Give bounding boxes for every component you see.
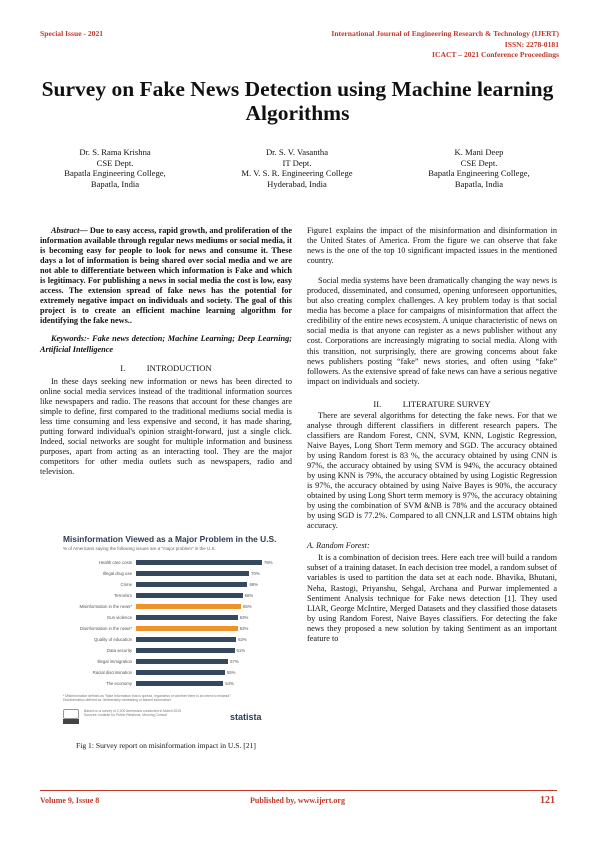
chart-category-label: The economy bbox=[105, 681, 132, 686]
chart-value-label: 63% bbox=[239, 626, 249, 631]
subsection-heading-random-forest: A. Random Forest: bbox=[307, 541, 370, 551]
section-heading-literature-survey: II. LITERATURE SURVEY bbox=[373, 398, 491, 409]
chart-bar bbox=[136, 670, 225, 675]
author-dept: CSE Dept. bbox=[96, 157, 134, 168]
chart-footnote bbox=[63, 694, 263, 702]
chart-category-label: Crime bbox=[120, 582, 132, 587]
creative-commons-icon bbox=[63, 709, 79, 719]
chart-value-label: 54% bbox=[225, 681, 234, 686]
statista-logo: statista bbox=[230, 712, 262, 722]
header-journal bbox=[331, 29, 559, 61]
footer-publisher: Published by, www.ijert.org bbox=[250, 796, 345, 805]
chart-bar bbox=[136, 560, 262, 565]
figure-explanation-paragraph: Figure1 explains the impact of the misinformation and disinformation in the United States of America. From the figure we can observe that fake news is the one of the top 10 significant impacted issues in the mentioned country. bbox=[307, 226, 557, 266]
chart-value-label: 61% bbox=[236, 648, 246, 653]
chart-bar bbox=[136, 615, 238, 620]
chart-value-label: 78% bbox=[264, 560, 273, 565]
footer-volume: Volume 9, Issue 8 bbox=[40, 796, 100, 805]
chart-bar bbox=[136, 571, 249, 576]
chart-source bbox=[84, 709, 224, 718]
keywords-text: Fake news detection; Machine Learning; Deep Learning; Artificial Intelligence bbox=[40, 334, 292, 354]
figure-chart bbox=[60, 532, 275, 732]
chart-source-survey: Based on a survey of 2,200 Americans conducted in March 2019. bbox=[84, 709, 183, 713]
chart-footnote-misinformation: * Misinformation defined as "false information that is spread, regardless of whether there is an intent to mislead". bbox=[63, 694, 232, 698]
chart-value-label: 65% bbox=[243, 604, 252, 609]
chart-bar bbox=[136, 582, 247, 587]
chart-value-label: 66% bbox=[244, 593, 254, 598]
chart-category-label: Terrorism bbox=[114, 593, 132, 598]
chart-value-label: 55% bbox=[226, 670, 236, 675]
chart-category-label: Quality of education bbox=[94, 637, 132, 642]
chart-bar bbox=[136, 626, 238, 631]
abstract-text: — Due to easy access, rapid growth, and proliferation of the information available through regular news mediums or social media, it is becoming easy for people to look for news and consume it. These days a lot of information is being shared over social media and we are not able to differentiate between which information is Fake and which is legitimacy. For publishing a news in social media the cost is low, easy access. The extension spread of fake news has the potential for extremely negative impact on individuals and society. The goal of this project is to create an efficient machine learning algorithm for identifying the fake news.. bbox=[40, 226, 292, 326]
chart-source-institutions: Sources: Institute for Public Relations, Morning Consult bbox=[84, 713, 167, 718]
author-location: Bapatla, India bbox=[90, 178, 140, 189]
chart-value-label: 70% bbox=[251, 571, 260, 576]
right-column bbox=[307, 226, 557, 644]
chart-category-label: Gun violence bbox=[106, 615, 132, 620]
statista-charts-badge bbox=[63, 719, 79, 724]
author-block-3 bbox=[404, 147, 554, 189]
chart-footnote-disinformation: Disinformation defined as "deliberately misleading or biased information" bbox=[63, 698, 172, 703]
chart-bar bbox=[136, 637, 236, 642]
chart-category-label: Racial discrimination bbox=[92, 670, 132, 675]
chart-subtitle: % of Americans saying the following issues are a "major problem" in the U.S. bbox=[63, 546, 216, 551]
left-column bbox=[40, 226, 292, 477]
section-heading-introduction: I. INTRODUCTION bbox=[120, 362, 212, 373]
abstract bbox=[40, 226, 292, 326]
chart-value-label: 63% bbox=[239, 615, 249, 620]
chart-category-label: Misinformation in the news* bbox=[79, 604, 132, 609]
chart-bar bbox=[136, 648, 235, 653]
abstract-label: Abstract bbox=[51, 226, 80, 235]
header-journal-name: International Journal of Engineering Research & Technology (IJERT) bbox=[331, 29, 559, 38]
chart-plot-area bbox=[60, 558, 275, 698]
author-dept: IT Dept. bbox=[282, 157, 312, 168]
chart-bar bbox=[136, 681, 223, 686]
author-block-2 bbox=[222, 147, 372, 189]
chart-bar bbox=[136, 659, 228, 664]
author-name: Dr. S. V. Vasantha bbox=[265, 147, 329, 157]
author-dept: CSE Dept. bbox=[460, 157, 498, 168]
chart-bar bbox=[136, 593, 243, 598]
figure-caption: Fig 1: Survey report on misinformation impact in U.S. [21] bbox=[76, 741, 256, 750]
random-forest-paragraph: It is a combination of decision trees. Here each tree will build a random subset of a training dataset. In each decision tree model, a random subset of variables is used to partition the data set at each node. Bhavika, Bhutani, Neha, Rastogi, Priyanshu, Sehgal, Archana and Purwar implemented a Sentiment Analysis technique for Fake news detection [1]. They used LIAR, George McIntire, Merged Datasets and they classified those datasets by using Random Forest, Naive Bayes classifiers. For detecting the fake news they proposed a new solution by taking Sentiment as an important feature to bbox=[307, 553, 557, 643]
author-institution: Bapatla Engineering College, bbox=[64, 168, 166, 179]
footer-rule bbox=[40, 790, 557, 791]
header-conference: ICACT – 2021 Conference Proceedings bbox=[432, 50, 559, 59]
chart-category-label: Illegal immigration bbox=[97, 659, 132, 664]
social-media-paragraph: Social media systems have been dramatically changing the way news is produced, disseminated, and consumed, opening unforeseen opportunities, but also creating complex challenges. A key problem today is that social media has become a place for campaigns of misinformation that affect the credibility of the entire news ecosystem. A unique characteristic of news on social media is that anyone can register as a news publisher without any cost. Corporations are increasingly migrating to social media. Along with this transition, not surprisingly, there are growing concerns about fake news publishers posting “fake” news stories, and often using “fake” followers. As the extensive spread of fake news can have a serious negative impact on individuals and society. bbox=[307, 276, 557, 386]
chart-category-label: Data security bbox=[106, 648, 132, 653]
literature-paragraph: There are several algorithms for detecting the fake news. For that we analyse through different classifiers in different research papers. The classifiers are Random Forest, CNN, SVM, KNN, Logistic Regression, Naive Bayes, Long Short Term memory and SGD. The accuracy obtained by using Random forest is 83 %, the accuracy obtained by using CNN is 97%, the accuracy obtained by using SVM is 94%, the accuracy obtained by using KNN is 79%, the accuracy obtained by using Logistic Regression is 97%, the accuracy obtained by using Naive Bayes is 90%, the accuracy obtained by using Long Short term memory is 97%, the accuracy obtaining by using the combination of SVM &NB is 78% and the accuracy obtained by using SGD is 77.2%. Compared to all CNN,LR and LSTM obtains high accuracy. bbox=[307, 410, 557, 531]
author-location: Bapatla, India bbox=[454, 178, 504, 189]
keywords-label: Keywords:- bbox=[51, 334, 90, 344]
author-institution: M. V. S. R. Engineering College bbox=[241, 168, 353, 179]
author-block-1 bbox=[40, 147, 190, 189]
chart-value-label: 62% bbox=[238, 637, 247, 642]
author-name: K. Mani Deep bbox=[454, 147, 504, 157]
paper-title: Survey on Fake News Detection using Machine learning Algorithms bbox=[41, 77, 554, 125]
chart-title: Misinformation Viewed as a Major Problem in the U.S. bbox=[63, 534, 277, 544]
chart-value-label: 69% bbox=[249, 582, 259, 587]
chart-category-label: Disinformation in the news* bbox=[79, 626, 132, 631]
intro-paragraph: In these days seeking new information or news has been directed to online social media services instead of the traditional information sources like newspapers and radio. The reasons that account for these changes are simple to define, first compared to the traditional mediums social media is less time consuming and less expensive and second, it has made sharing, putting forward individual's opinion straight-forward, just a single click. Indeed, social networks are sought for multiple information and business purposes, apart from acting as an interacting tool. They are the major competitors for other media outlets such as newspapers, radio and television. bbox=[40, 376, 292, 477]
chart-bar bbox=[136, 604, 241, 609]
header-issn: ISSN: 2278-0181 bbox=[504, 39, 559, 49]
chart-value-label: 57% bbox=[230, 659, 239, 664]
chart-category-label: Illegal drug use bbox=[102, 571, 132, 576]
author-name: Dr. S. Rama Krishna bbox=[79, 147, 151, 157]
header-issue: Special Issue - 2021 bbox=[40, 29, 104, 38]
footer-page-number: 121 bbox=[540, 795, 555, 806]
author-location: Hyderabad, India bbox=[267, 178, 327, 189]
keywords bbox=[40, 334, 292, 354]
chart-category-label: Health care costs bbox=[98, 560, 132, 565]
author-institution: Bapatla Engineering College, bbox=[428, 168, 530, 179]
